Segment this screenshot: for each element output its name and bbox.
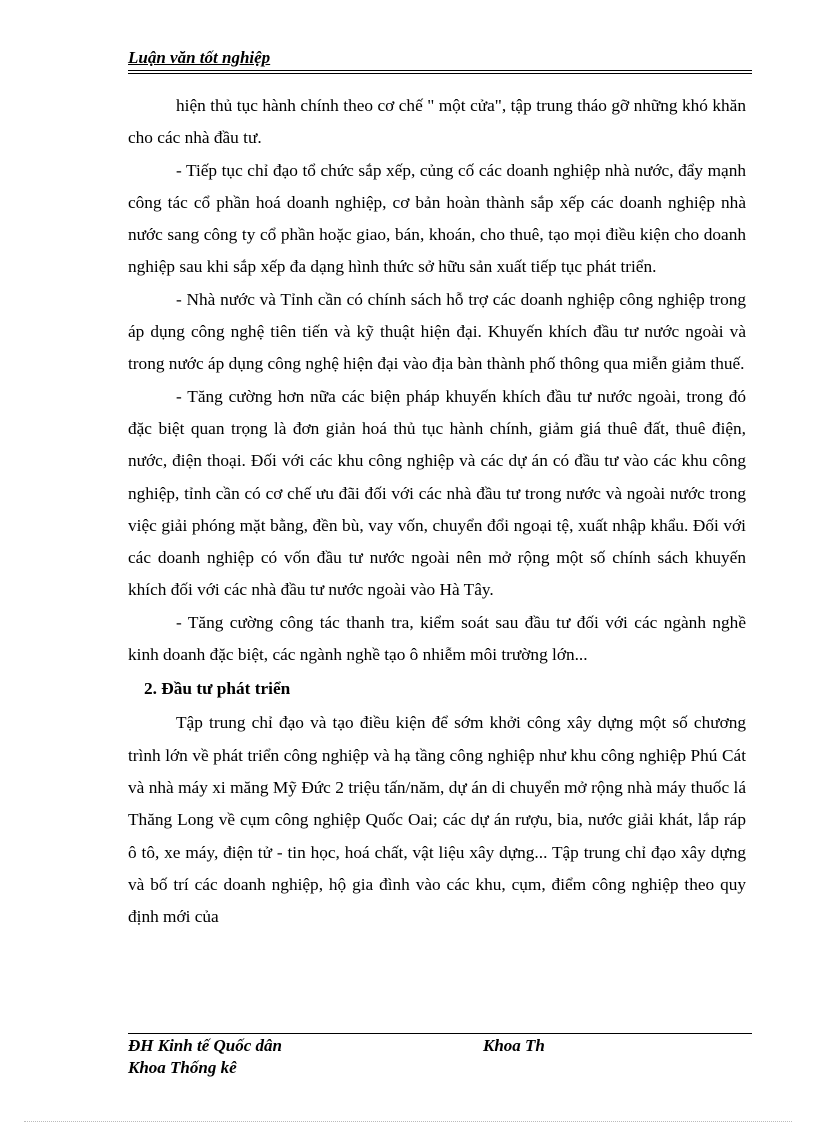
paragraph-foreign-investment: - Tăng cường hơn nữa các biện pháp khuyến khích đầu tư nước ngoài, trong đó đặc biệt quan trọng là đơn giản hoá thủ tục hành chính, giảm giá thuê đất, thuê điện, nước, điện thoại. Đối với các khu công nghiệp và các dự án có đầu tư vào các khu công nghiệp, tỉnh cần có cơ chế ưu đãi đối với các nhà đầu tư trong nước và ngoài nước trong việc giải phóng mặt bằng, đền bù, vay vốn, chuyển đổi ngoại tệ, xuất nhập khẩu. Đối với các doanh nghiệp có vốn đầu tư nước ngoài nên mở rộng một số chính sách khuyến khích đối với các nhà đầu tư nước ngoài vào Hà Tây. xyxy=(128,386,746,600)
section-heading: 2. Đầu tư phát triển xyxy=(144,679,291,699)
footer-rule xyxy=(128,1033,752,1034)
body-text xyxy=(128,90,746,933)
section-paragraph: Tập trung chỉ đạo và tạo điều kiện để sớm khởi công xây dựng một số chương trình lớn về phát triển công nghiệp và hạ tầng công nghiệp như khu công nghiệp Phú Cát và nhà máy xi măng Mỹ Đức 2 triệu tấn/năm, dự án di chuyển mở rộng nhà máy thuốc lá Thăng Long về cụm công nghiệp Quốc Oai; các dự án rượu, bia, nước giải khát, lắp ráp ô tô, xe máy, điện tử - tin học, hoá chất, vật liệu xây dựng... Tập trung chỉ đạo xây dựng và bố trí các doanh nghiệp, hộ gia đình vào các khu, cụm, điểm công nghiệp theo quy định mới của xyxy=(128,713,746,927)
paragraph-inspection: - Tăng cường công tác thanh tra, kiểm soát sau đầu tư đối với các ngành nghề kinh doanh đặc biệt, các ngành nghề tạo ô nhiễm môi trường lớn... xyxy=(128,612,746,665)
running-footer xyxy=(128,1035,545,1079)
running-header-title: Luận văn tốt nghiệp xyxy=(128,48,271,67)
paragraph-technology-support: - Nhà nước và Tỉnh cần có chính sách hỗ trợ các doanh nghiệp công nghiệp trong áp dụng công nghệ tiên tiến và kỹ thuật hiện đại. Khuyến khích đầu tư nước ngoài và trong nước áp dụng công nghệ hiện đại vào địa bàn thành phố thông qua miễn giảm thuế. xyxy=(128,289,746,374)
footer-faculty: Khoa Thống kê xyxy=(128,1058,237,1077)
footer-faculty-right: Khoa Th xyxy=(483,1036,545,1055)
footer-university: ĐH Kinh tế Quốc dân xyxy=(128,1036,282,1055)
page-edge xyxy=(24,1121,792,1122)
paragraph-enterprise-restructuring: - Tiếp tục chỉ đạo tổ chức sắp xếp, củng cố các doanh nghiệp nhà nước, đẩy mạnh công tác cổ phần hoá doanh nghiệp, cơ bản hoàn thành sắp xếp các doanh nghiệp nhà nước sang công ty cổ phần hoặc giao, bán, khoán, cho thuê, tạo mọi điều kiện cho doanh nghiệp sau khi sắp xếp đa dạng hình thức sở hữu sản xuất tiếp tục phát triển. xyxy=(128,160,746,277)
paragraph-continued: hiện thủ tục hành chính theo cơ chế " một cửa", tập trung tháo gỡ những khó khăn cho các nhà đầu tư. xyxy=(128,96,746,148)
